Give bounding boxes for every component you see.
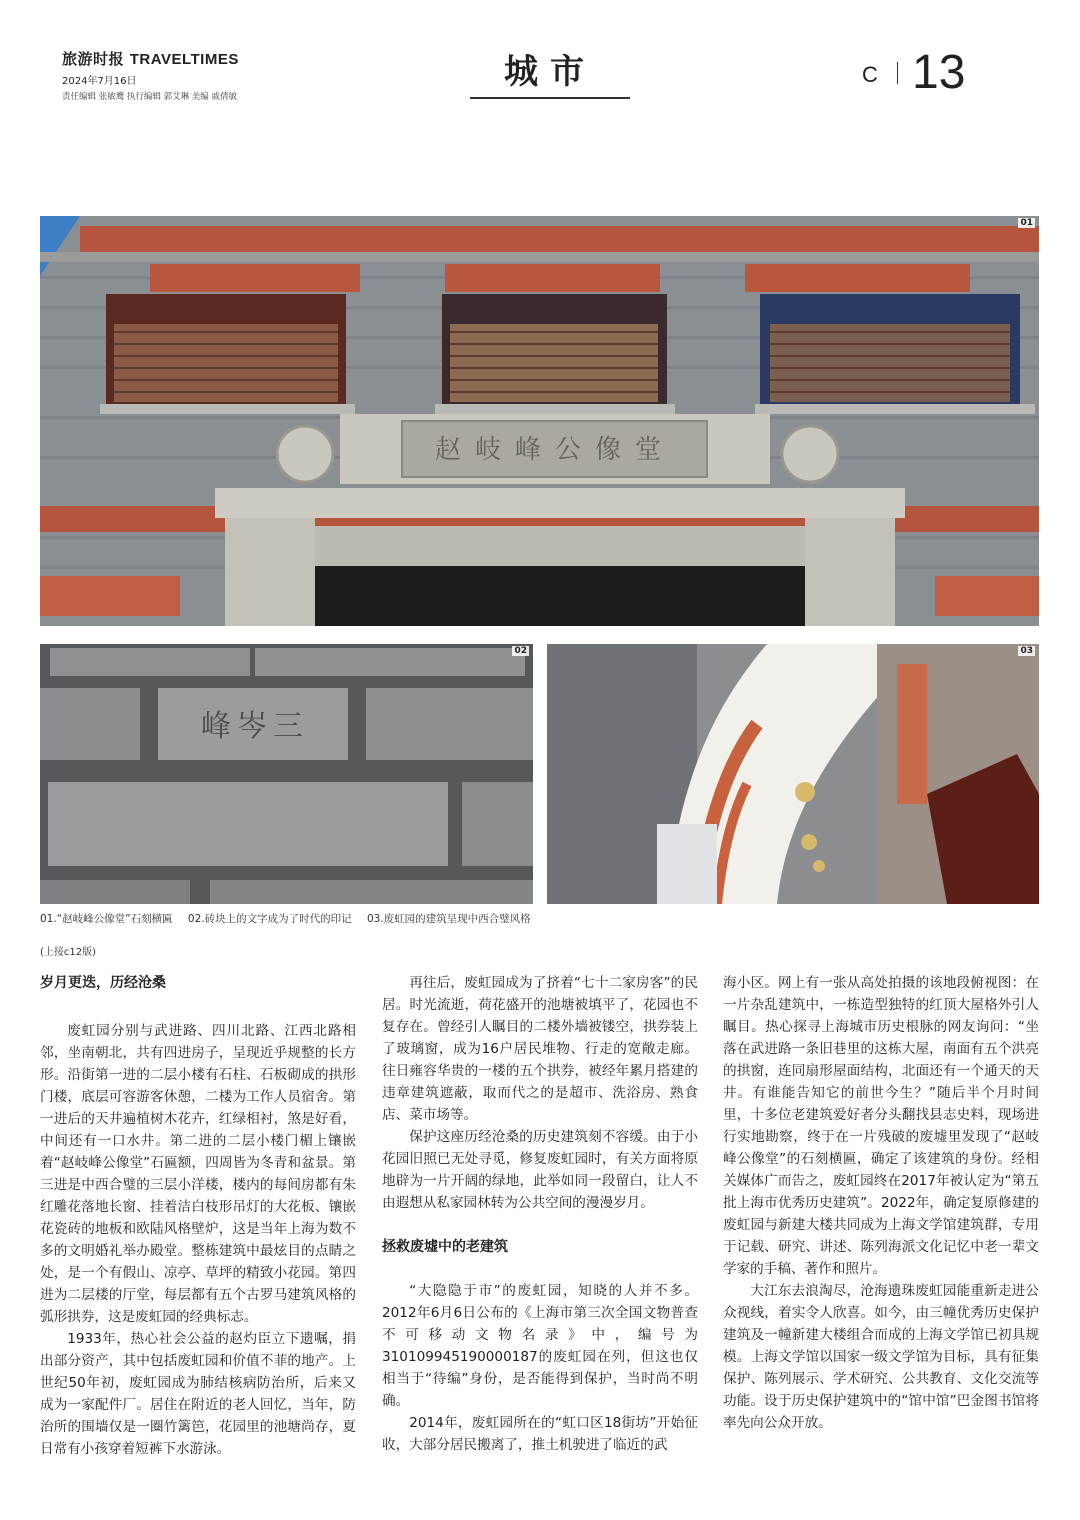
paragraph: 2014年，废虹园所在的“虹口区18街坊”开始征收，大部分居民搬离了，推土机驶进了临近的武 — [382, 1415, 698, 1453]
section-title: 城市 — [504, 52, 596, 92]
photo-number: 03 — [1020, 646, 1033, 656]
article-column-1 — [40, 972, 356, 1460]
facade-image — [40, 216, 1039, 626]
continued-note: (上接c12版) — [40, 947, 97, 958]
svg-text:峰岑三: 峰岑三 — [201, 709, 309, 744]
issue-date: 2024年7月16日 — [62, 76, 137, 87]
page-divider — [897, 62, 898, 84]
caption-1: 01.“赵岐峰公像堂”石刻横匾 — [40, 913, 173, 925]
article-column-3 — [723, 972, 1039, 1434]
section-rule — [470, 97, 630, 99]
caption-2: 02.砖块上的文字成为了时代的印记 — [187, 913, 352, 925]
photo-facade — [40, 216, 1039, 626]
paragraph: 再往后，废虹园成为了挤着“七十二家房客”的民居。时光流逝，荷花盛开的池塘被填平了，花园也不复存在。曾经引人瞩目的二楼外墙被镂空，拱券装上了玻璃窗，成为16户居民堆物、行走的宽敞走廊。往日雍容华贵的一楼的五个拱券，被经年累月搭建的违章建筑遮蔽，取而代之的是超市、洗浴房、熟食店、菜市场等。 — [382, 975, 698, 1123]
photo-brick — [40, 644, 533, 904]
brick-image — [40, 644, 533, 904]
paragraph: 大江东去浪淘尽，沧海遗珠废虹园能重新走进公众视线，着实令人欣喜。如今，由三幢优秀历史保护建筑及一幢新建大楼组合而成的上海文学馆已初具规模。上海文学馆以国家一级文学馆为目标，具有征集保护、陈列展示、学术研究、公共教育、文化交流等功能。设于历史保护建筑中的“馆中馆”巴金图书馆将率先向公众开放。 — [723, 1283, 1039, 1431]
page-letter: C — [862, 62, 878, 87]
paragraph: 海小区。网上有一张从高处拍摄的该地段俯视图：在一片杂乱建筑中，一栋造型独特的红顶大屋格外引人瞩目。热心探寻上海城市历史根脉的网友询问：“坐落在武进路一条旧巷里的这栋大屋，南面有五个洪亮的拱窗，连同扇形屋面结构，北面还有一个通天的天井。有谁能告知它的前世今生？”随后半个月时间里，十多位老建筑爱好者分头翻找县志史料，现场进行实地勘察，终于在一片残破的废墟里发现了“赵岐峰公像堂”的石刻横匾，确定了该建筑的身份。经相关媒体广而告之，废虹园终在2017年被认定为“第五批上海市优秀历史建筑”。2022年，确定复原修建的废虹园与新建大楼共同成为上海文学馆建筑群，专用于记载、研究、讲述、陈列海派文化记忆中老一辈文学家的手稿、著作和照片。 — [723, 975, 1039, 1277]
paragraph: 1933年，热心社会公益的赵灼臣立下遗嘱，捐出部分资产，其中包括废虹园和价值不菲的地产。上世纪50年初，废虹园成为肺结核病防治所，后来又成为一家配件厂。居住在附近的老人回忆，当年，防治所的围墙仅是一圈竹篱笆，花园里的池塘尚存，夏日常有小孩穿着短裤下水游泳。 — [40, 1331, 356, 1457]
article-column-2 — [382, 972, 698, 1456]
caption-3: 03.废虹园的建筑呈现中西合璧风格 — [366, 913, 531, 925]
svg-text:赵岐峰公像堂: 赵岐峰公像堂 — [434, 435, 676, 465]
section-heading: 拯救废墟中的老建筑 — [382, 1239, 508, 1255]
arcade-image — [547, 644, 1039, 904]
staff-credits: 责任编辑 张敏鹰 执行编辑 郭艾琳 美编 戚倩敏 — [62, 92, 238, 102]
page-number: 13 — [912, 46, 966, 99]
photo-number: 01 — [1020, 218, 1033, 228]
masthead — [62, 48, 322, 102]
photo-number: 02 — [514, 646, 527, 656]
paragraph: 废虹园分别与武进路、四川北路、江西北路相邻，坐南朝北，共有四进房子，呈现近乎规整的长方形。沿街第一进的二层小楼有石柱、石板砌成的拱形门楼，底层可容游客休憩，二楼为工作人员宿舍。第一进后的天井遍植树木花卉，红绿相衬，煞是好看，中间还有一口水井。第二进的二层小楼门楣上镶嵌着“赵岐峰公像堂”石匾额，四周皆为冬青和盆景。第三进是中西合璧的三层小洋楼，楼内的每间房都有朱红雕花落地长窗、挂着洁白枝形吊灯的大花板、镶嵌花瓷砖的地板和欧陆风格壁炉，这是当年上海为数不多的文明婚礼举办殿堂。整栋建筑中最炫目的点睛之处，是一个有假山、凉亭、草坪的精致小花园。第四进为二层楼的厅堂，每层都有五个古罗马建筑风格的弧形拱券，这是废虹园的经典标志。 — [40, 1023, 356, 1325]
brand-en: TRAVELTIMES — [129, 51, 239, 68]
section-heading: 岁月更迭，历经沧桑 — [40, 975, 166, 991]
paragraph: “大隐隐于市”的废虹园，知晓的人并不多。2012年6月6日公布的《上海市第三次全国文物普查不可移动文物名录》中，编号为310109945190000187的废虹园在列，但这也仅相当于“待编”身份，是否能得到保护，当时尚不明确。 — [382, 1283, 698, 1409]
photo-arcade — [547, 644, 1039, 904]
brand — [62, 48, 322, 69]
photo-captions — [40, 911, 1040, 926]
brand-cn: 旅游时报 — [62, 50, 125, 68]
paragraph: 保护这座历经沧桑的历史建筑刻不容缓。由于小花园旧照已无处寻觅，修复废虹园时，有关方面将原地辟为一片开阔的绿地，此举如同一段留白，让人不由遐想从私家园林转为公共空间的漫漫岁月。 — [382, 1129, 698, 1211]
